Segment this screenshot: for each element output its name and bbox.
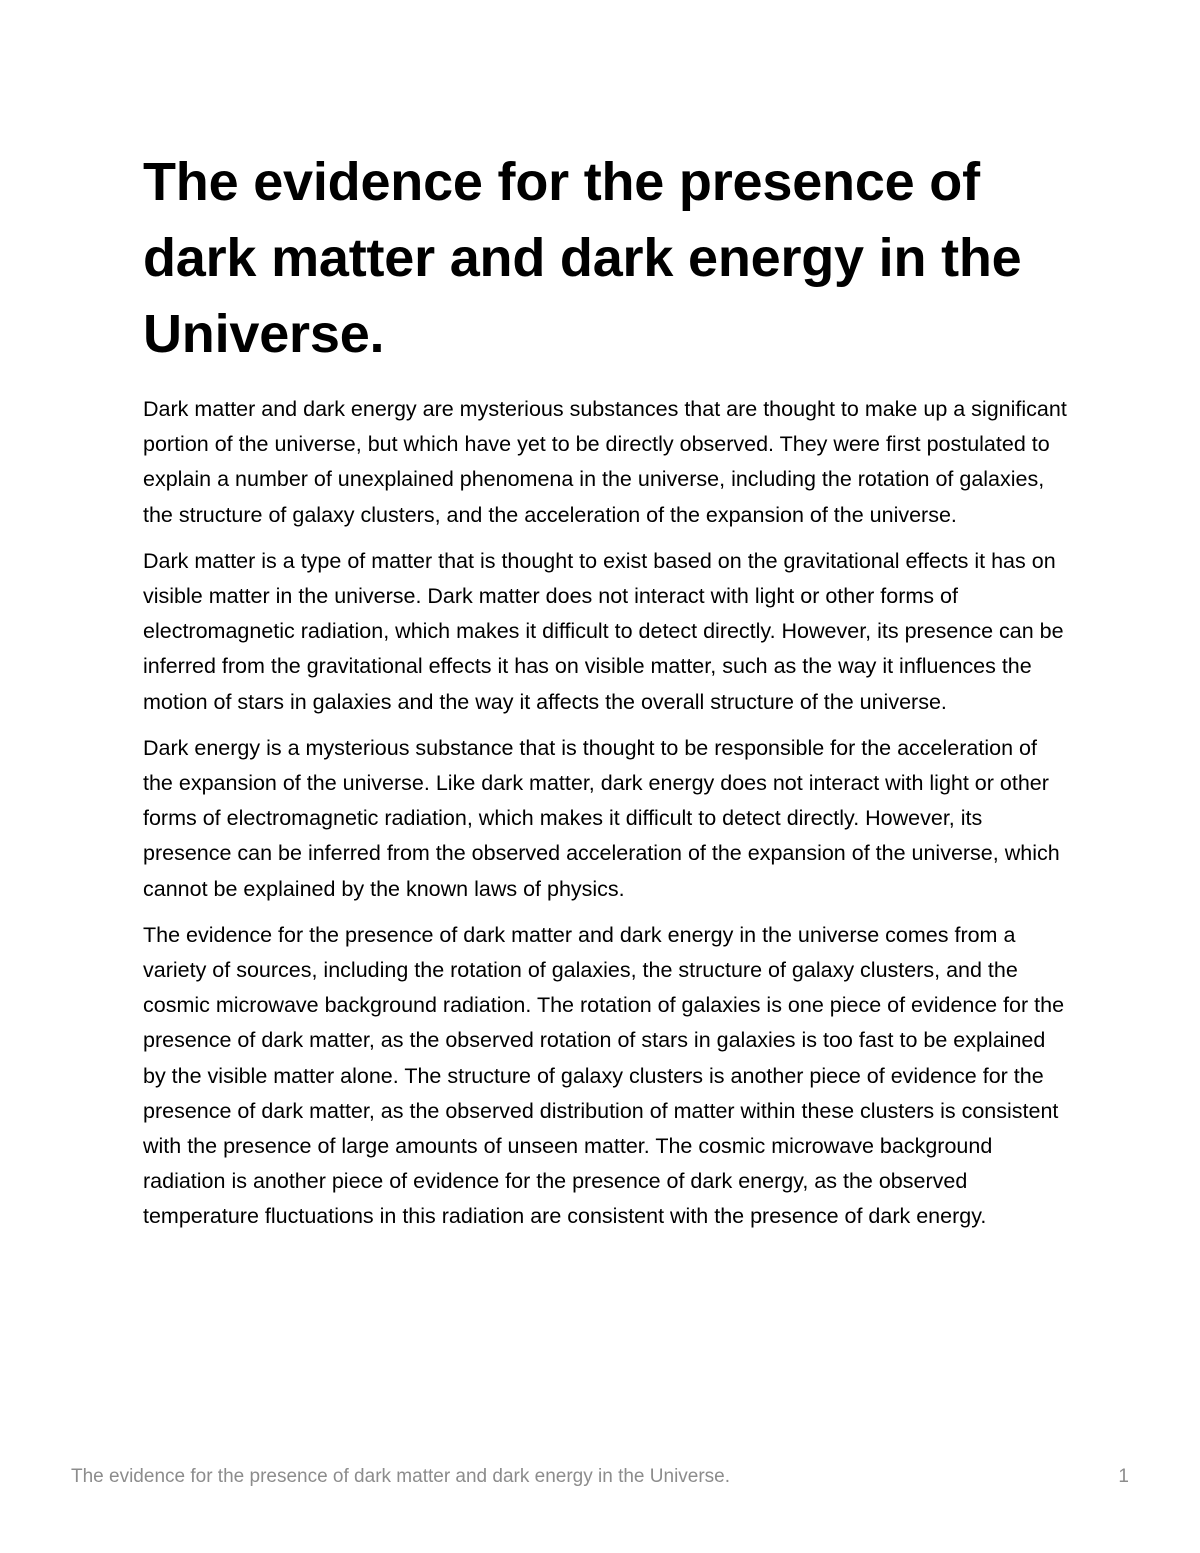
- document-title: The evidence for the presence of dark matter and dark energy in the Universe.: [143, 152, 1022, 364]
- paragraph-dark-energy: Dark energy is a mysterious substance that is thought to be responsible for the acceleration of the expansion of the universe. Like dark matter, dark energy does not interact with light or other forms of electromagnetic radiation, which makes it difficult to detect directly. However, its presence can be inferred from the observed acceleration of the expansion of the universe, which cannot be explained by the known laws of physics.: [143, 735, 1060, 901]
- paragraph-evidence: The evidence for the presence of dark matter and dark energy in the universe comes from a variety of sources, including the rotation of galaxies, the structure of galaxy clusters, and the cosmic microwave background radiation. The rotation of galaxies is one piece of evidence for the presence of dark matter, as the observed rotation of stars in galaxies is too fast to be explained by the visible matter alone. The structure of galaxy clusters is another piece of evidence for the presence of dark matter, as the observed distribution of matter within these clusters is consistent with the presence of large amounts of unseen matter. The cosmic microwave background radiation is another piece of evidence for the presence of dark energy, as the observed temperature fluctuations in this radiation are consistent with the presence of dark energy.: [143, 922, 1065, 1229]
- document-body: [143, 144, 1068, 1235]
- footer-title: The evidence for the presence of dark matter and dark energy in the Universe.: [71, 1466, 731, 1487]
- paragraph-intro: Dark matter and dark energy are mysterious substances that are thought to make up a significant portion of the universe, but which have yet to be directly observed. They were first postulated to explain a number of unexplained phenomena in the universe, including the rotation of galaxies, the structure of galaxy clusters, and the acceleration of the expansion of the universe.: [143, 397, 1067, 527]
- paragraph-dark-matter: Dark matter is a type of matter that is thought to exist based on the gravitational effects it has on visible matter in the universe. Dark matter does not interact with light or other forms of electromagnetic radiation, which makes it difficult to detect directly. However, its presence can be inferred from the gravitational effects it has on visible matter, such as the way it influences the motion of stars in galaxies and the way it affects the overall structure of the universe.: [143, 548, 1064, 714]
- page-footer: [71, 1462, 1129, 1492]
- footer-page-number: 1: [1118, 1466, 1129, 1487]
